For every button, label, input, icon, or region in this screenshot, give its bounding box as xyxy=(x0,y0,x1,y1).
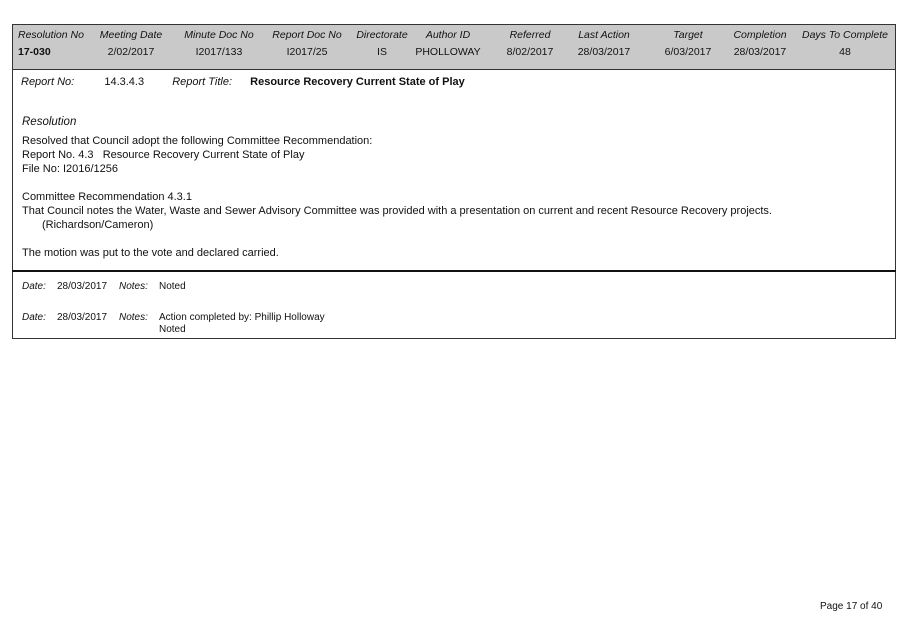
resolution-no-value: 17-030 xyxy=(18,46,51,58)
note-date: 28/03/2017 xyxy=(57,281,108,292)
col-label-resolution-no: Resolution No xyxy=(18,29,84,41)
report-no-label: Report No: xyxy=(21,76,75,88)
report-no-value: 14.3.4.3 xyxy=(104,76,145,88)
col-label-minute-doc-no: Minute Doc No xyxy=(184,29,254,41)
col-label-author-id: Author ID xyxy=(425,29,471,41)
page-number: Page 17 of 40 xyxy=(820,601,883,612)
target-value: 6/03/2017 xyxy=(664,46,712,58)
col-label-days-to-complete: Days To Complete xyxy=(802,29,888,41)
directorate-value: IS xyxy=(377,46,387,58)
col-label-directorate: Directorate xyxy=(356,29,408,41)
completion-value: 28/03/2017 xyxy=(733,46,787,58)
note-date-label: Date: xyxy=(22,281,46,292)
resolution-heading: Resolution xyxy=(22,116,77,128)
last-action-value: 28/03/2017 xyxy=(577,46,631,58)
note-date: 28/03/2017 xyxy=(57,312,108,323)
minute-doc-no-value: I2017/133 xyxy=(195,46,243,58)
referred-value: 8/02/2017 xyxy=(506,46,554,58)
resolution-text xyxy=(22,134,772,260)
note-text: Noted xyxy=(159,281,186,292)
resolution-header xyxy=(12,24,896,70)
note-notes-label: Notes: xyxy=(119,312,148,323)
resolution-body xyxy=(12,70,896,272)
note-date-label: Date: xyxy=(22,312,46,323)
resolution-line: Committee Recommendation 4.3.1 xyxy=(22,191,192,203)
resolution-line: Report No. 4.3 Resource Recovery Current State of Play xyxy=(22,149,305,161)
resolution-line: The motion was put to the vote and declared carried. xyxy=(22,247,279,259)
col-label-report-doc-no: Report Doc No xyxy=(272,29,342,41)
report-doc-no-value: I2017/25 xyxy=(286,46,328,58)
col-label-meeting-date: Meeting Date xyxy=(99,29,163,41)
resolution-line: Resolved that Council adopt the following Committee Recommendation: xyxy=(22,135,373,147)
report-title-label: Report Title: xyxy=(172,76,233,88)
col-label-completion: Completion xyxy=(733,29,787,41)
report-title-value: Resource Recovery Current State of Play xyxy=(250,76,465,88)
note-notes-label: Notes: xyxy=(119,281,148,292)
note-text: Action completed by: Phillip Holloway xyxy=(159,312,325,323)
col-label-last-action: Last Action xyxy=(578,29,630,41)
report-info-row xyxy=(21,76,465,88)
col-label-target: Target xyxy=(673,29,703,41)
note-text-line2: Noted xyxy=(159,324,186,335)
resolution-line: That Council notes the Water, Waste and Sewer Advisory Committee was provided with a presentation on current and recent Resource Recovery projects. xyxy=(22,205,772,217)
meeting-date-value: 2/02/2017 xyxy=(107,46,155,58)
author-id-value: PHOLLOWAY xyxy=(415,46,481,58)
resolution-line: File No: I2016/1256 xyxy=(22,163,119,175)
resolution-line-movers: (Richardson/Cameron) xyxy=(42,219,154,231)
col-label-referred: Referred xyxy=(509,29,551,41)
notes-section xyxy=(12,272,896,339)
days-to-complete-value: 48 xyxy=(839,46,851,58)
